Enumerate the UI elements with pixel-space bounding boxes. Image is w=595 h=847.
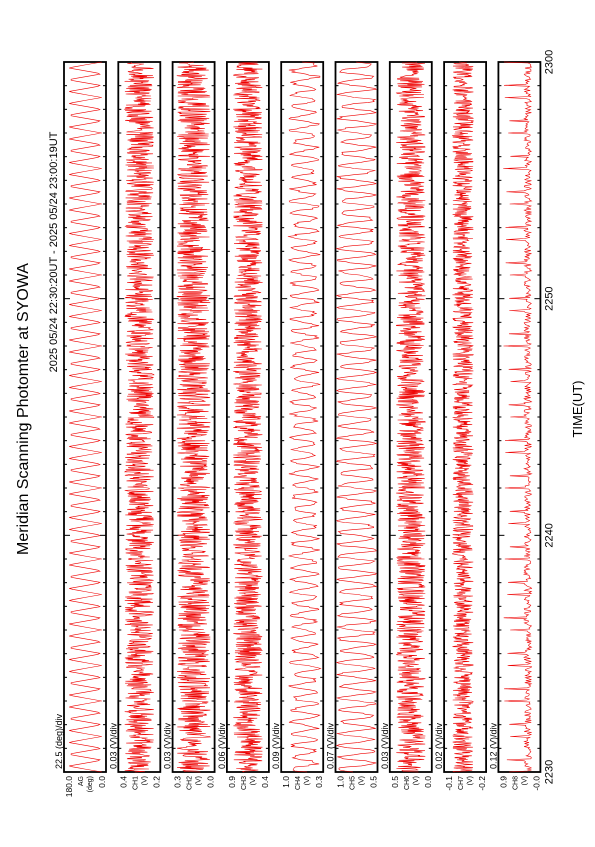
panel-unit-label: (V) xyxy=(195,776,203,786)
panel-ag xyxy=(54,62,107,797)
panel-unit-label: (V) xyxy=(521,776,529,786)
series-line-ch5 xyxy=(337,62,376,772)
y-min-label: -0.2 xyxy=(477,776,488,791)
y-max-label: 180.0 xyxy=(64,776,74,798)
panel-frame xyxy=(227,62,269,772)
panel-name-label: CH8 xyxy=(512,776,520,791)
panel-frame xyxy=(64,62,106,772)
y-max-label: 0.3 xyxy=(172,776,183,788)
panel-name-label: CH4 xyxy=(295,776,303,791)
y-max-label: 0.4 xyxy=(118,776,129,788)
x-tick-label: 2230 xyxy=(543,759,556,785)
y-min-label: 0.0 xyxy=(205,776,216,788)
series-line-ch7 xyxy=(453,62,474,772)
panels-group xyxy=(54,62,541,797)
y-min-label: 0.4 xyxy=(259,776,270,788)
chart-title: Meridian Scanning Photomter at SYOWA xyxy=(15,263,32,555)
panel-scale-label: 0.03 (V)/div xyxy=(162,722,173,769)
panel-name-label: CH2 xyxy=(186,776,194,791)
panel-unit-label: (V) xyxy=(249,776,257,786)
series-line-ch8 xyxy=(503,62,531,772)
panel-name-label: CH5 xyxy=(349,776,357,791)
panel-ch7 xyxy=(434,62,487,791)
panel-scale-label: 0.06 (V)/div xyxy=(216,722,227,769)
x-tick-labels xyxy=(543,50,555,784)
panel-name-label: CH3 xyxy=(240,776,248,791)
panel-unit-label: (V) xyxy=(412,776,420,786)
panel-name-label: CH6 xyxy=(403,776,411,791)
panel-scale-label: 22.5 (deg)/div xyxy=(54,713,64,769)
y-max-label: 0.5 xyxy=(389,776,400,788)
y-min-label: 0.2 xyxy=(151,776,162,788)
series-line-ag xyxy=(69,62,102,772)
panel-unit-label: (V) xyxy=(304,776,312,786)
chart-subtitle: 2025 05/24 22:30:20UT - 2025 05/24 23:00:19UT xyxy=(48,131,60,373)
panel-ch1 xyxy=(108,62,161,790)
panel-scale-label: 0.12 (V)/div xyxy=(488,722,499,769)
panel-ch8 xyxy=(488,62,541,791)
panel-unit-label: (deg) xyxy=(87,776,94,793)
rotated-plot-group xyxy=(15,50,585,798)
y-max-label: -0.1 xyxy=(444,776,455,791)
y-max-label: 0.9 xyxy=(498,776,509,788)
panel-ch2 xyxy=(163,62,216,790)
panel-unit-label: (V) xyxy=(467,776,475,786)
x-tick-label: 2300 xyxy=(543,49,556,75)
panel-scale-label: 0.03 (V)/div xyxy=(108,722,119,769)
y-max-label: 1.0 xyxy=(335,776,346,788)
panel-name-label: CH7 xyxy=(458,776,466,791)
panel-scale-label: 0.03 (V)/div xyxy=(379,722,390,769)
y-max-label: 0.9 xyxy=(226,776,237,788)
x-tick-label: 2250 xyxy=(543,286,556,311)
panel-scale-label: 0.07 (V)/div xyxy=(325,722,336,769)
x-tick-label: 2240 xyxy=(543,523,556,548)
panel-ch3 xyxy=(217,62,270,790)
panel-ch4 xyxy=(271,62,324,790)
panel-name-label: AG xyxy=(78,776,85,787)
series-line-ch6 xyxy=(396,62,425,772)
y-max-label: 1.0 xyxy=(281,776,292,788)
y-min-label: 0.0 xyxy=(422,776,433,788)
x-axis-label: TIME(UT) xyxy=(570,380,585,438)
y-min-label: 0.0 xyxy=(97,776,107,788)
series-line-ch2 xyxy=(177,62,211,772)
series-line-ch3 xyxy=(233,62,262,772)
panel-scale-label: 0.02 (V)/div xyxy=(434,722,445,769)
panel-ch5 xyxy=(326,62,379,790)
y-min-label: 0.5 xyxy=(368,776,379,788)
panel-scale-label: 0.09 (V)/div xyxy=(271,722,282,769)
series-line-ch4 xyxy=(288,62,321,772)
y-min-label: 0.3 xyxy=(314,776,325,788)
y-min-label: -0.0 xyxy=(531,776,542,791)
series-line-ch1 xyxy=(125,62,154,772)
panel-unit-label: (V) xyxy=(358,776,366,786)
panel-ch6 xyxy=(380,62,433,790)
panel-unit-label: (V) xyxy=(141,776,149,786)
panel-name-label: CH1 xyxy=(132,776,140,791)
